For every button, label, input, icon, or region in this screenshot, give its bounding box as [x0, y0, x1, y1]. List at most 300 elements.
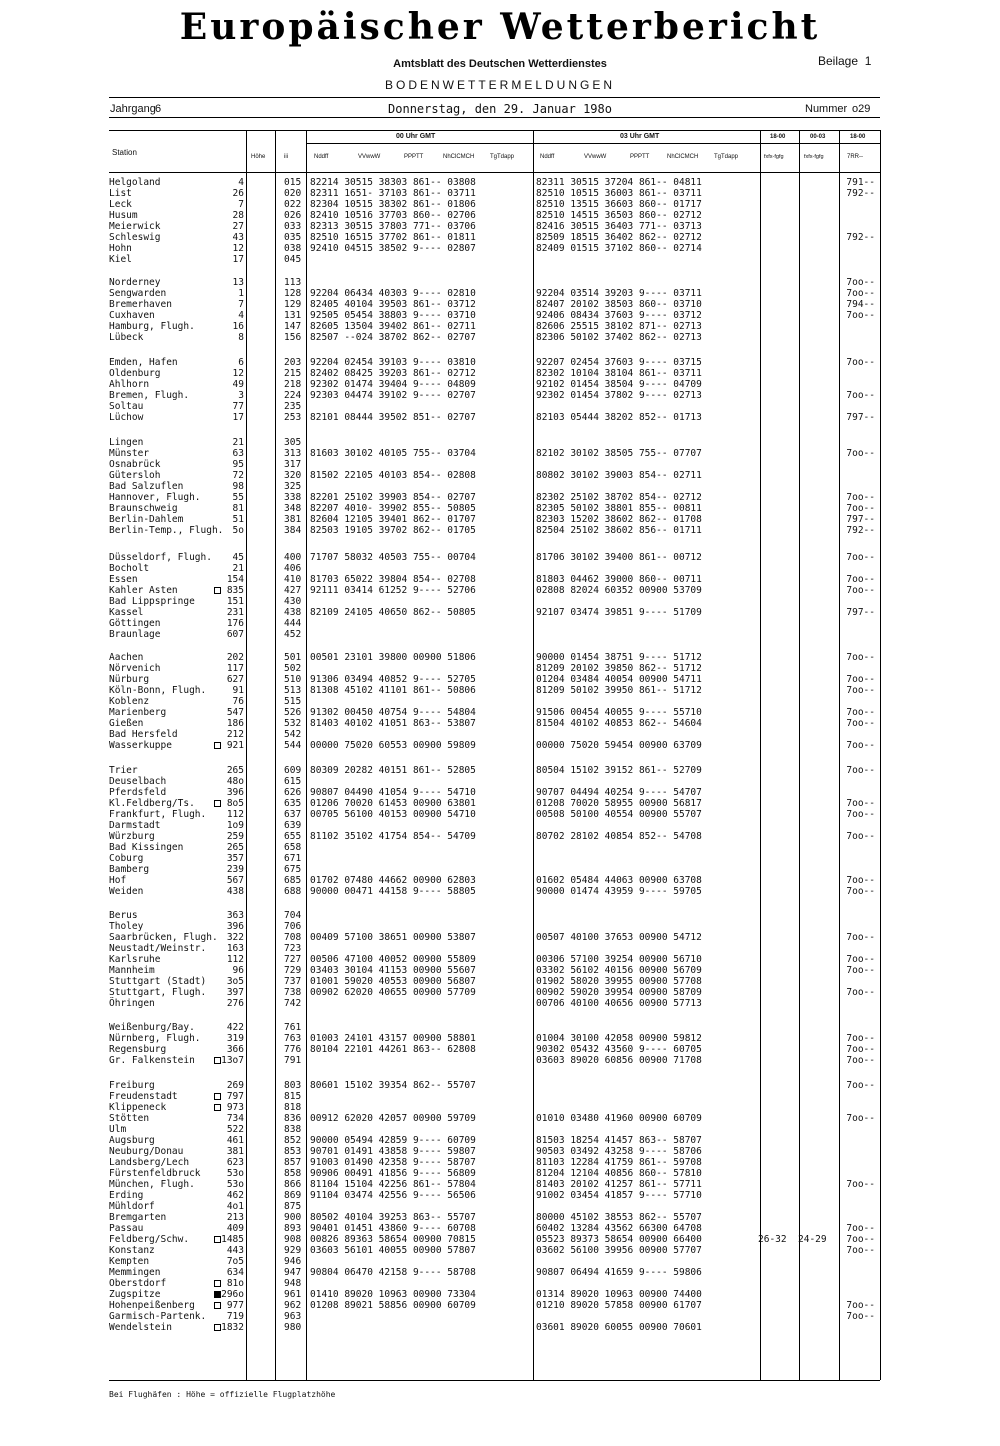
obs-03-utc: 82504 25102 38602 856-- 01711	[536, 525, 702, 536]
station-height: 17	[232, 412, 244, 423]
station-height: 3o5	[226, 976, 244, 987]
precip-18-00: 797--	[846, 412, 875, 423]
table-row	[0, 629, 1000, 640]
obs-00-utc: 92302 01474 39404 9---- 04809	[310, 379, 476, 390]
header-rule-bottom	[109, 117, 880, 118]
station-height: 4	[238, 177, 244, 188]
station-height: 1832	[221, 1322, 244, 1333]
obs-00-utc: 80601 15102 39354 862-- 55707	[310, 1080, 476, 1091]
obs-00-utc: 82313 30515 37803 771-- 03706	[310, 221, 476, 232]
station-id: 045	[284, 254, 302, 265]
station-name: Klippeneck	[109, 1102, 167, 1113]
station-id: 900	[284, 1212, 302, 1223]
obs-03-utc: 90807 06494 41659 9---- 59806	[536, 1267, 702, 1278]
col-03-tgtd: TgTdapp	[714, 154, 739, 160]
obs-00-utc: 01410 89020 10963 00900 73304	[310, 1289, 476, 1300]
station-id: 727	[284, 954, 302, 965]
station-height: 8	[238, 332, 244, 343]
table-row	[0, 1124, 1000, 1135]
table-row	[0, 1245, 1000, 1256]
station-height: 26	[232, 188, 244, 199]
station-height: 77	[232, 401, 244, 412]
station-name: Berlin-Dahlem	[109, 514, 184, 525]
obs-03-utc: 03603 89020 60856 00900 71708	[536, 1055, 702, 1066]
obs-03-utc: 91506 00454 40055 9---- 55710	[536, 707, 702, 718]
table-row	[0, 503, 1000, 514]
station-height: 296o	[221, 1289, 244, 1300]
station-id: 218	[284, 379, 302, 390]
station-name: Köln-Bonn, Flugh.	[109, 685, 207, 696]
station-height: 623	[226, 1157, 244, 1168]
station-name: Fürstenfeldbruck	[109, 1168, 201, 1179]
table-row	[0, 1300, 1000, 1311]
station-id: 948	[284, 1278, 302, 1289]
station-name: Essen	[109, 574, 138, 585]
table-row	[0, 696, 1000, 707]
obs-03-utc: 90707 04494 40254 9---- 54707	[536, 787, 702, 798]
station-height: 12	[232, 368, 244, 379]
obs-03-utc: 92204 03514 39203 9---- 03711	[536, 288, 702, 299]
obs-00-utc: 81703 65022 39804 854-- 02708	[310, 574, 476, 585]
table-row	[0, 1201, 1000, 1212]
table-row	[0, 310, 1000, 321]
station-id: 438	[284, 607, 302, 618]
obs-00-utc: 82605 13504 39402 861-- 02711	[310, 321, 476, 332]
col-03-nddff: Nddff	[540, 154, 555, 160]
station-height: 397	[226, 987, 244, 998]
precip-18-00: 7oo--	[846, 1055, 875, 1066]
table-row	[0, 177, 1000, 188]
table-row	[0, 820, 1000, 831]
precip-18-00: 7oo--	[846, 707, 875, 718]
precip-18-00: 792--	[846, 232, 875, 243]
station-height: 409	[226, 1223, 244, 1234]
station-id: 908	[284, 1234, 302, 1245]
station-id: 708	[284, 932, 302, 943]
station-height: 366	[226, 1044, 244, 1055]
table-row	[0, 470, 1000, 481]
station-height: 55	[232, 492, 244, 503]
table-row	[0, 1278, 1000, 1289]
station-name: Oldenburg	[109, 368, 161, 379]
table-row	[0, 718, 1000, 729]
mountain-station-box-icon	[214, 1236, 221, 1243]
station-height: 48o	[226, 776, 244, 787]
obs-03-utc: 00902 59020 39954 00900 58709	[536, 987, 702, 998]
obs-03-utc: 80702 28102 40854 852-- 54708	[536, 831, 702, 842]
obs-00-utc: 00705 56100 40153 00900 54710	[310, 809, 476, 820]
table-row	[0, 607, 1000, 618]
obs-03-utc: 82103 05444 38202 852-- 01713	[536, 412, 702, 423]
station-height: 363	[226, 910, 244, 921]
station-id: 215	[284, 368, 302, 379]
station-name: Ulm	[109, 1124, 127, 1135]
table-row	[0, 481, 1000, 492]
table-row	[0, 1223, 1000, 1234]
obs-03-utc: 82102 30102 38505 755-- 07707	[536, 448, 702, 459]
table-row	[0, 1190, 1000, 1201]
obs-03-utc: 03602 56100 39956 00900 57707	[536, 1245, 702, 1256]
station-id: 430	[284, 596, 302, 607]
table-row	[0, 787, 1000, 798]
obs-03-utc: 81503 18254 41457 863-- 58707	[536, 1135, 702, 1146]
station-id: 384	[284, 525, 302, 536]
obs-00-utc: 82109 24105 40650 862-- 50805	[310, 607, 476, 618]
obs-03-utc: 00508 50100 40554 00900 55707	[536, 809, 702, 820]
table-row	[0, 563, 1000, 574]
table-row	[0, 1212, 1000, 1223]
height-header: Höhe	[251, 154, 266, 160]
table-row	[0, 379, 1000, 390]
obs-00-utc: 81502 22105 40103 854-- 02808	[310, 470, 476, 481]
station-name: Bremen, Flugh.	[109, 390, 190, 401]
station-name: Lüchow	[109, 412, 144, 423]
table-row	[0, 321, 1000, 332]
volume-label: Jahrgang	[110, 103, 156, 115]
station-height: 163	[226, 943, 244, 954]
station-id: 929	[284, 1245, 302, 1256]
obs-00-utc: 03603 56101 40055 00900 57807	[310, 1245, 476, 1256]
station-id: 858	[284, 1168, 302, 1179]
obs-03-utc: 81504 40102 40853 862-- 54604	[536, 718, 702, 729]
station-id: 637	[284, 809, 302, 820]
obs-00-utc: 82207 4010- 39902 855-- 50805	[310, 503, 476, 514]
obs-03-utc: 01210 89020 57858 00900 61707	[536, 1300, 702, 1311]
station-name: Norderney	[109, 277, 161, 288]
col-03-clouds: NhClCMCH	[667, 154, 699, 160]
station-height: 27	[232, 221, 244, 232]
obs-00-utc: 91104 03474 42556 9---- 56506	[310, 1190, 476, 1201]
station-name: Nürnberg, Flugh.	[109, 1033, 201, 1044]
precip-18-00: 7oo--	[846, 1234, 875, 1245]
station-height: 98	[232, 481, 244, 492]
table-row	[0, 1311, 1000, 1322]
obs-00-utc: 00000 75020 60553 00900 59809	[310, 740, 476, 751]
station-name: Nürburg	[109, 674, 150, 685]
station-id: 444	[284, 618, 302, 629]
station-height: 17	[232, 254, 244, 265]
obs-00-utc: 92204 06434 40303 9---- 02810	[310, 288, 476, 299]
number-label: Nummer	[805, 103, 848, 115]
station-id: 675	[284, 864, 302, 875]
table-row	[0, 765, 1000, 776]
table-row	[0, 1322, 1000, 1333]
obs-03-utc: 82407 20102 38503 860-- 03710	[536, 299, 702, 310]
table-row	[0, 798, 1000, 809]
station-id: 615	[284, 776, 302, 787]
precip-18-00: 797--	[846, 514, 875, 525]
precip-18-00: 7oo--	[846, 503, 875, 514]
station-height: 51	[232, 514, 244, 525]
station-id: 704	[284, 910, 302, 921]
station-height: 12	[232, 243, 244, 254]
station-height: 607	[226, 629, 244, 640]
station-height: 4o1	[226, 1201, 244, 1212]
station-height: 16	[232, 321, 244, 332]
station-id: 723	[284, 943, 302, 954]
obs-03-utc: 01314 89020 10963 00900 74400	[536, 1289, 702, 1300]
precip-18-00: 7oo--	[846, 886, 875, 897]
obs-03-utc: 82509 18515 36402 862-- 02712	[536, 232, 702, 243]
station-id: 853	[284, 1146, 302, 1157]
station-height: 522	[226, 1124, 244, 1135]
station-height: 21	[232, 437, 244, 448]
obs-00-utc: 90807 04490 41054 9---- 54710	[310, 787, 476, 798]
station-name: Braunschweig	[109, 503, 178, 514]
station-name: Hannover, Flugh.	[109, 492, 201, 503]
station-height: 462	[226, 1190, 244, 1201]
table-row	[0, 459, 1000, 470]
station-name: Pferdsfeld	[109, 787, 167, 798]
station-name: Memmingen	[109, 1267, 161, 1278]
table-row	[0, 864, 1000, 875]
group-00-header: 00 Uhr GMT	[396, 133, 436, 140]
station-name: Neustadt/Weinstr.	[109, 943, 207, 954]
station-height: 1485	[221, 1234, 244, 1245]
station-id: 763	[284, 1033, 302, 1044]
table-row	[0, 514, 1000, 525]
table-row	[0, 1102, 1000, 1113]
obs-00-utc: 91003 01490 42358 9---- 58707	[310, 1157, 476, 1168]
precip-18-00: 791--	[846, 177, 875, 188]
station-id: 035	[284, 232, 302, 243]
station-name: Husum	[109, 210, 138, 221]
station-id: 147	[284, 321, 302, 332]
table-row	[0, 954, 1000, 965]
station-name: Hamburg, Flugh.	[109, 321, 195, 332]
station-name: Oberstdorf	[109, 1278, 167, 1289]
station-height: 231	[226, 607, 244, 618]
obs-03-utc: 81209 50102 39950 861-- 51712	[536, 685, 702, 696]
station-name: Freudenstadt	[109, 1091, 178, 1102]
issue-date: Donnerstag, den 29. Januar 198o	[388, 102, 612, 116]
precip-18-00: 7oo--	[846, 1044, 875, 1055]
precip-18-00: 7oo--	[846, 357, 875, 368]
station-height: 977	[226, 1300, 244, 1311]
table-row	[0, 368, 1000, 379]
table-row	[0, 987, 1000, 998]
table-row	[0, 875, 1000, 886]
table-row	[0, 412, 1000, 423]
station-name: Coburg	[109, 853, 144, 864]
precip-18-00: 7oo--	[846, 685, 875, 696]
station-name: Passau	[109, 1223, 144, 1234]
obs-00-utc: 81102 35102 41754 854-- 54709	[310, 831, 476, 842]
station-name: Feldberg/Schw.	[109, 1234, 190, 1245]
precip-18-00: 7oo--	[846, 277, 875, 288]
station-height: 438	[226, 886, 244, 897]
obs-03-utc: 01208 70020 58955 00900 56817	[536, 798, 702, 809]
table-row	[0, 965, 1000, 976]
station-id: 544	[284, 740, 302, 751]
station-name: Bad Hersfeld	[109, 729, 178, 740]
station-id: 609	[284, 765, 302, 776]
mountain-station-box-icon	[214, 1302, 221, 1309]
precip-18-00: 7oo--	[846, 1033, 875, 1044]
station-id: 946	[284, 1256, 302, 1267]
precip-18-00: 7oo--	[846, 765, 875, 776]
number-value: o29	[852, 103, 871, 115]
table-row	[0, 1113, 1000, 1124]
station-height: 797	[226, 1091, 244, 1102]
obs-03-utc: 82303 15202 38602 862-- 01708	[536, 514, 702, 525]
precip-18-00: 7oo--	[846, 1300, 875, 1311]
obs-00-utc: 71707 58032 40503 755-- 00704	[310, 552, 476, 563]
station-height: 96	[232, 965, 244, 976]
obs-03-utc: 01204 03484 40054 00900 54711	[536, 674, 702, 685]
table-row	[0, 1033, 1000, 1044]
station-name: Kl.Feldberg/Ts.	[109, 798, 195, 809]
station-name: Osnabrück	[109, 459, 161, 470]
station-height: 21	[232, 563, 244, 574]
station-height: 7o5	[226, 1256, 244, 1267]
obs-03-utc: 82510 10515 36003 861-- 03711	[536, 188, 702, 199]
station-id: 381	[284, 514, 302, 525]
station-name: Landsberg/Lech	[109, 1157, 190, 1168]
station-height: 202	[226, 652, 244, 663]
station-height: 422	[226, 1022, 244, 1033]
station-name: Soltau	[109, 401, 144, 412]
mountain-station-box-icon	[214, 1104, 221, 1111]
precip-18-00: 7oo--	[846, 831, 875, 842]
precip-18-00: 7oo--	[846, 1113, 875, 1124]
station-height: 835	[226, 585, 244, 596]
precip-18-00: 7oo--	[846, 585, 875, 596]
obs-00-utc: 80309 20282 40151 861-- 52805	[310, 765, 476, 776]
table-row	[0, 707, 1000, 718]
station-name: Bamberg	[109, 864, 150, 875]
station-id: 325	[284, 481, 302, 492]
station-name: Emden, Hafen	[109, 357, 178, 368]
station-id: 542	[284, 729, 302, 740]
obs-00-utc: 82503 19105 39702 862-- 01705	[310, 525, 476, 536]
station-id: 869	[284, 1190, 302, 1201]
station-id: 128	[284, 288, 302, 299]
table-row	[0, 390, 1000, 401]
station-height: 4	[238, 310, 244, 321]
station-height: 381	[226, 1146, 244, 1157]
station-name: Karlsruhe	[109, 954, 161, 965]
col-00-nddff: Nddff	[314, 154, 329, 160]
station-height: 154	[226, 574, 244, 585]
station-name: Göttingen	[109, 618, 161, 629]
station-name: Stuttgart (Stadt)	[109, 976, 207, 987]
station-id: 313	[284, 448, 302, 459]
station-height: 186	[226, 718, 244, 729]
station-height: 461	[226, 1135, 244, 1146]
obs-00-utc: 82304 10515 38302 861-- 01806	[310, 199, 476, 210]
obs-00-utc: 01702 07480 44662 00900 62803	[310, 875, 476, 886]
table-row	[0, 618, 1000, 629]
station-name: Trier	[109, 765, 138, 776]
station-id: 742	[284, 998, 302, 1009]
station-name: Neuburg/Donau	[109, 1146, 184, 1157]
station-id: 400	[284, 552, 302, 563]
station-name: Öhringen	[109, 998, 155, 1009]
table-row	[0, 998, 1000, 1009]
table-row	[0, 552, 1000, 563]
station-name: Kahler Asten	[109, 585, 178, 596]
obs-00-utc: 91306 03494 40852 9---- 52705	[310, 674, 476, 685]
col-00-ppptt: PPPTT	[404, 154, 424, 160]
table-row	[0, 525, 1000, 536]
station-id: 501	[284, 652, 302, 663]
obs-03-utc: 02808 82024 60352 00900 53709	[536, 585, 702, 596]
station-height: 13	[232, 277, 244, 288]
obs-00-utc: 90906 00491 41856 9---- 56809	[310, 1168, 476, 1179]
station-name: Darmstadt	[109, 820, 161, 831]
station-id: 791	[284, 1055, 302, 1066]
station-id: 688	[284, 886, 302, 897]
obs-00-utc: 82405 40104 39503 861-- 03712	[310, 299, 476, 310]
station-id: 305	[284, 437, 302, 448]
table-row	[0, 188, 1000, 199]
station-name: Deuselbach	[109, 776, 167, 787]
precip-18-00: 7oo--	[846, 574, 875, 585]
station-height: 91	[232, 685, 244, 696]
station-name: Weiden	[109, 886, 144, 897]
precip-18-00: 7oo--	[846, 492, 875, 503]
station-id: 253	[284, 412, 302, 423]
table-row	[0, 652, 1000, 663]
table-row	[0, 1157, 1000, 1168]
station-height: 72	[232, 470, 244, 481]
station-id: 963	[284, 1311, 302, 1322]
precip-18-00: 7oo--	[846, 310, 875, 321]
obs-00-utc: 82410 10516 37703 860-- 02706	[310, 210, 476, 221]
station-name: Münster	[109, 448, 150, 459]
station-id: 706	[284, 921, 302, 932]
station-height: 921	[226, 740, 244, 751]
precip-18-00: 7oo--	[846, 809, 875, 820]
report-title: Europäischer Wetterbericht	[179, 6, 821, 48]
report-subtitle: Amtsblatt des Deutschen Wetterdienstes	[393, 58, 607, 70]
station-name: Gr. Falkenstein	[109, 1055, 195, 1066]
station-id: 635	[284, 798, 302, 809]
table-row	[0, 448, 1000, 459]
station-id: 026	[284, 210, 302, 221]
station-height: 396	[226, 921, 244, 932]
station-name: Berlin-Temp., Flugh.	[109, 525, 224, 536]
station-id: 639	[284, 820, 302, 831]
station-name: List	[109, 188, 132, 199]
obs-03-utc: 80802 30102 39003 854-- 02711	[536, 470, 702, 481]
obs-03-utc: 90503 03492 43258 9---- 58706	[536, 1146, 702, 1157]
obs-00-utc: 82201 25102 39903 854-- 02707	[310, 492, 476, 503]
station-name: Bad Lippspringe	[109, 596, 195, 607]
station-id: 203	[284, 357, 302, 368]
station-name: Stuttgart, Flugh.	[109, 987, 207, 998]
ext2-subheader: fxfx-fgfg	[804, 154, 824, 160]
station-id: 626	[284, 787, 302, 798]
station-height: 76	[232, 696, 244, 707]
station-id: 526	[284, 707, 302, 718]
station-height: 443	[226, 1245, 244, 1256]
obs-03-utc: 82302 10104 38104 861-- 03711	[536, 368, 702, 379]
table-row	[0, 1256, 1000, 1267]
station-height: 322	[226, 932, 244, 943]
obs-03-utc: 80504 15102 39152 861-- 52709	[536, 765, 702, 776]
obs-03-utc: 90000 01454 38751 9---- 51712	[536, 652, 702, 663]
table-row	[0, 776, 1000, 787]
obs-03-utc: 82302 25102 38702 854-- 02712	[536, 492, 702, 503]
table-row	[0, 809, 1000, 820]
station-name: Gießen	[109, 718, 144, 729]
station-height: 1o9	[226, 820, 244, 831]
precip-18-00: 7oo--	[846, 674, 875, 685]
precip-18-00: 7oo--	[846, 1245, 875, 1256]
station-name: München, Flugh.	[109, 1179, 195, 1190]
